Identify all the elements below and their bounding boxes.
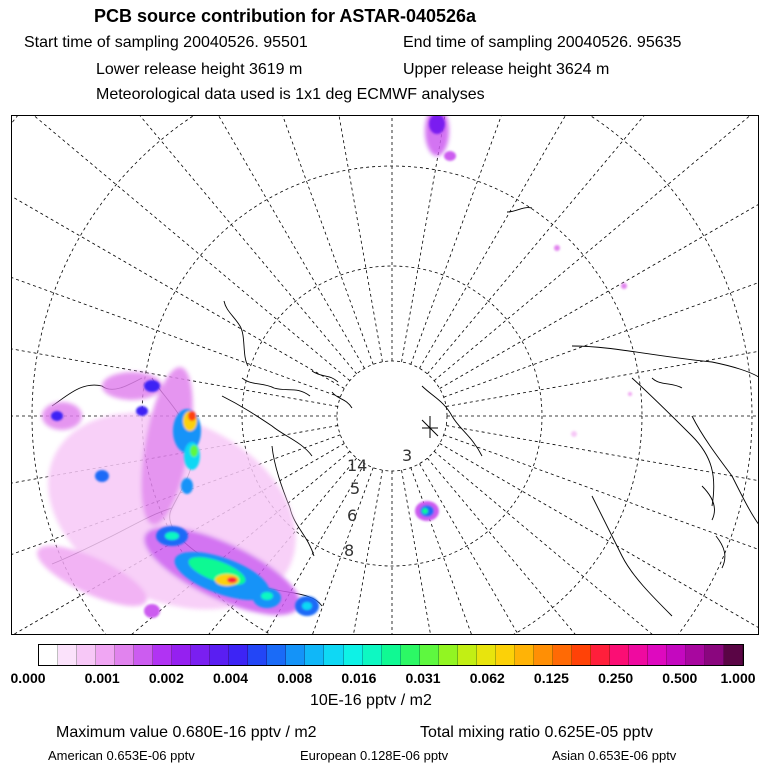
color-scale-tick-label: 0.001 xyxy=(84,670,120,686)
color-scale-tick-label: 1.000 xyxy=(720,670,756,686)
color-scale-segment xyxy=(629,645,648,665)
american-text: American 0.653E-06 pptv xyxy=(48,748,195,763)
map-label-8: 8 xyxy=(344,541,355,560)
meridian-line xyxy=(402,116,549,362)
meridian-line xyxy=(420,116,760,368)
color-scale-segment xyxy=(210,645,229,665)
color-scale-segment xyxy=(324,645,343,665)
color-scale-segment xyxy=(610,645,629,665)
color-scale-segment xyxy=(344,645,363,665)
color-scale-segment xyxy=(534,645,553,665)
color-scale-segment xyxy=(515,645,534,665)
meridian-line xyxy=(236,116,383,362)
map-label-6: 6 xyxy=(347,506,358,525)
color-scale-tick-label: 0.002 xyxy=(148,670,184,686)
color-scale-tick-label: 0.004 xyxy=(213,670,249,686)
meridian-line xyxy=(434,451,759,635)
color-scale-segment xyxy=(286,645,305,665)
map-panel xyxy=(11,115,759,635)
color-scale-segment xyxy=(115,645,134,665)
color-scale-segment xyxy=(382,645,401,665)
color-scale-segment xyxy=(39,645,58,665)
color-scale-tick-label: 0.250 xyxy=(598,670,634,686)
met-data-text: Meteorological data used is 1x1 deg ECMWF analyses xyxy=(96,86,485,103)
meridian-line xyxy=(12,116,350,381)
meridian-line xyxy=(444,435,759,635)
upper-release-text: Upper release height 3624 m xyxy=(403,61,610,78)
color-scale-segment xyxy=(686,645,705,665)
color-scale-segment xyxy=(96,645,115,665)
color-scale-segment xyxy=(77,645,96,665)
map-labels xyxy=(344,446,412,560)
color-scale-segment xyxy=(705,645,724,665)
receptor-marker xyxy=(422,416,438,438)
color-scale-segment xyxy=(58,645,77,665)
color-scale-segment xyxy=(172,645,191,665)
color-scale-segment xyxy=(420,645,439,665)
map-label-3: 3 xyxy=(402,446,413,465)
max-value-text: Maximum value 0.680E-16 pptv / m2 xyxy=(56,724,317,741)
meridian-line xyxy=(12,116,357,374)
color-scale-tick-label: 0.500 xyxy=(662,670,698,686)
end-time-text: End time of sampling 20040526. 95635 xyxy=(403,34,682,51)
color-scale-segment xyxy=(153,645,172,665)
color-scale-segment xyxy=(248,645,267,665)
color-scale-segment xyxy=(591,645,610,665)
color-scale-segment xyxy=(401,645,420,665)
start-time-text: Start time of sampling 20040526. 95501 xyxy=(24,34,308,51)
color-scale-segment xyxy=(191,645,210,665)
color-scale-tick-label: 0.062 xyxy=(469,670,505,686)
meridian-line xyxy=(411,468,700,635)
meridian-line xyxy=(420,464,760,635)
color-scale-tick-label: 0.016 xyxy=(341,670,377,686)
meridian-line xyxy=(84,116,373,364)
color-scale-tick-label: 0.125 xyxy=(533,670,569,686)
color-scale-segment xyxy=(439,645,458,665)
meridian-line xyxy=(440,444,759,636)
color-scale-segment xyxy=(363,645,382,665)
color-scale-bar xyxy=(38,644,744,666)
color-scale-segment xyxy=(134,645,153,665)
meridian-line xyxy=(427,458,759,635)
meridian-line xyxy=(444,116,759,397)
european-text: European 0.128E-06 pptv xyxy=(300,748,449,763)
map-label-14: 14 xyxy=(347,456,368,475)
color-scale-segment xyxy=(267,645,286,665)
map-label-5: 5 xyxy=(350,479,361,498)
lower-release-text: Lower release height 3619 m xyxy=(96,61,303,78)
meridian-line xyxy=(12,116,340,397)
color-scale-segment xyxy=(305,645,324,665)
color-scale-segment xyxy=(458,645,477,665)
meridian-line xyxy=(434,116,759,381)
asian-text: Asian 0.653E-06 pptv xyxy=(552,748,677,763)
meridian-line xyxy=(427,116,759,374)
page-title: PCB source contribution for ASTAR-040526a xyxy=(94,6,477,26)
meridian-line xyxy=(12,116,365,368)
map-canvas xyxy=(12,116,759,635)
color-scale-tick-label: 0.008 xyxy=(277,670,313,686)
color-scale-segment xyxy=(724,645,743,665)
meridian-line xyxy=(12,116,344,389)
color-scale-segment xyxy=(229,645,248,665)
color-scale-segment xyxy=(648,645,667,665)
color-scale-tick-label: 0.000 xyxy=(10,670,46,686)
color-scale-segment xyxy=(496,645,515,665)
color-scale-segment xyxy=(667,645,686,665)
color-scale-segment xyxy=(553,645,572,665)
color-scale-segment xyxy=(477,645,496,665)
color-scale-tick-label: 0.031 xyxy=(405,670,441,686)
legend-units: 10E-16 pptv / m2 xyxy=(310,692,432,709)
meridian-line xyxy=(402,470,549,635)
total-mixing-text: Total mixing ratio 0.625E-05 pptv xyxy=(420,724,654,741)
color-scale-segment xyxy=(572,645,591,665)
